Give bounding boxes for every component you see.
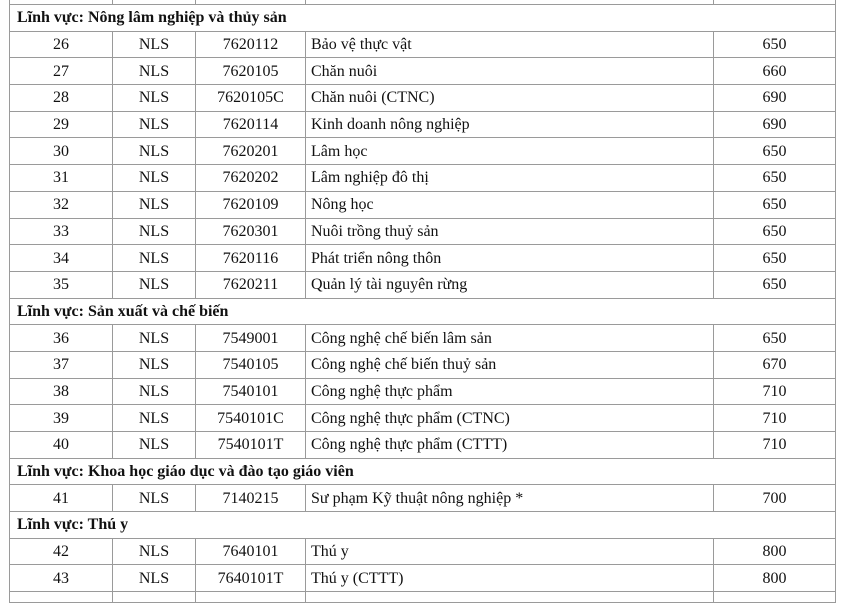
- table-row: [10, 31, 836, 58]
- table-row: [10, 191, 836, 218]
- cell-major-code: 7620105: [196, 58, 306, 85]
- cell-school-code: NLS: [113, 325, 196, 352]
- cell-major-name: Bảo vệ thực vật: [306, 31, 714, 58]
- cell-school-code: NLS: [113, 138, 196, 165]
- cell-major-name: Thú y (CTTT): [306, 565, 714, 592]
- cell-school-code: NLS: [113, 351, 196, 378]
- section-title: Lĩnh vực: Thú y: [10, 512, 836, 539]
- table-row: [10, 165, 836, 192]
- cell-score: 690: [714, 85, 836, 112]
- cell-score: 650: [714, 191, 836, 218]
- cell-school-code: NLS: [113, 405, 196, 432]
- cell-major-code: 7620112: [196, 31, 306, 58]
- cell-major-name: Công nghệ thực phẩm: [306, 378, 714, 405]
- cell-major-name: Nông học: [306, 191, 714, 218]
- cell-stt: 26: [10, 31, 113, 58]
- section-title: Lĩnh vực: Sản xuất và chế biến: [10, 298, 836, 325]
- cell-score: 660: [714, 58, 836, 85]
- section-header-row: [10, 5, 836, 32]
- cell-major-code: 7540101C: [196, 405, 306, 432]
- cell-stt: 33: [10, 218, 113, 245]
- cell-major-name: Lâm học: [306, 138, 714, 165]
- cell-score: 650: [714, 31, 836, 58]
- cell-major-name: Phát triển nông thôn: [306, 245, 714, 272]
- cell-major-code: 7620114: [196, 111, 306, 138]
- cell-major-name: Công nghệ thực phẩm (CTNC): [306, 405, 714, 432]
- cell-major-code: 7620105C: [196, 85, 306, 112]
- cell-major-code: 7640101: [196, 538, 306, 565]
- cell-major-code: 7620211: [196, 271, 306, 298]
- cell-score: 670: [714, 351, 836, 378]
- cell-stt: 37: [10, 351, 113, 378]
- cell-stt: 42: [10, 538, 113, 565]
- cell-school-code: NLS: [113, 565, 196, 592]
- cell-score: 650: [714, 218, 836, 245]
- table-row: [10, 378, 836, 405]
- table-row: [10, 138, 836, 165]
- cell-school-code: NLS: [113, 58, 196, 85]
- cell-score: 650: [714, 165, 836, 192]
- table-row: [10, 405, 836, 432]
- cell-major-code: 7540101T: [196, 432, 306, 459]
- table-body: [10, 0, 836, 603]
- cell-score: 690: [714, 111, 836, 138]
- table-row: [10, 271, 836, 298]
- cell-stt: 29: [10, 111, 113, 138]
- cell-stt: 27: [10, 58, 113, 85]
- cell-school-code: NLS: [113, 538, 196, 565]
- cell-major-name: Kinh doanh nông nghiệp: [306, 111, 714, 138]
- cell-major-code: 7620202: [196, 165, 306, 192]
- cell-major-name: Quản lý tài nguyên rừng: [306, 271, 714, 298]
- cell-score: 650: [714, 245, 836, 272]
- cell-stt: 28: [10, 85, 113, 112]
- cell-major-code: 7140215: [196, 485, 306, 512]
- cell-score: 710: [714, 405, 836, 432]
- cell-stt: 39: [10, 405, 113, 432]
- cell-major-code: 7620201: [196, 138, 306, 165]
- table-row: [10, 325, 836, 352]
- cell-major-code: 7620116: [196, 245, 306, 272]
- cell-major-code: 7540105: [196, 351, 306, 378]
- cell-stt: 31: [10, 165, 113, 192]
- cell-major-code: 7620301: [196, 218, 306, 245]
- table-row: [10, 58, 836, 85]
- cell-major-name: Công nghệ thực phẩm (CTTT): [306, 432, 714, 459]
- cell-stt: 34: [10, 245, 113, 272]
- cell-school-code: NLS: [113, 432, 196, 459]
- cell-major-code: 7620109: [196, 191, 306, 218]
- cell-school-code: NLS: [113, 485, 196, 512]
- cell-stt: 36: [10, 325, 113, 352]
- cell-major-code: 7540101: [196, 378, 306, 405]
- table-row: [10, 218, 836, 245]
- cell-major-name: Nuôi trồng thuỷ sản: [306, 218, 714, 245]
- cell-major-code: 7549001: [196, 325, 306, 352]
- cell-major-name: Lâm nghiệp đô thị: [306, 165, 714, 192]
- section-header-row: [10, 298, 836, 325]
- cell-score: 710: [714, 432, 836, 459]
- table-row: [10, 538, 836, 565]
- major-score-table: [9, 0, 836, 603]
- cell-score: 650: [714, 138, 836, 165]
- cell-stt: 38: [10, 378, 113, 405]
- cell-stt: 35: [10, 271, 113, 298]
- cell-major-name: Công nghệ chế biến lâm sản: [306, 325, 714, 352]
- cell-stt: 32: [10, 191, 113, 218]
- cell-score: 800: [714, 538, 836, 565]
- cell-stt: 41: [10, 485, 113, 512]
- table-row: [10, 565, 836, 592]
- table-row: [10, 432, 836, 459]
- section-title: Lĩnh vực: Nông lâm nghiệp và thủy sản: [10, 5, 836, 32]
- cell-score: 650: [714, 325, 836, 352]
- cell-school-code: NLS: [113, 271, 196, 298]
- cell-major-name: Công nghệ chế biến thuỷ sản: [306, 351, 714, 378]
- cell-stt: 30: [10, 138, 113, 165]
- cell-school-code: NLS: [113, 378, 196, 405]
- cell-school-code: NLS: [113, 191, 196, 218]
- page-content: [9, 0, 835, 603]
- cell-school-code: NLS: [113, 85, 196, 112]
- cell-major-name: Sư phạm Kỹ thuật nông nghiệp *: [306, 485, 714, 512]
- cell-stt: 40: [10, 432, 113, 459]
- cell-school-code: NLS: [113, 245, 196, 272]
- cell-major-name: Thú y: [306, 538, 714, 565]
- cell-major-code: 7640101T: [196, 565, 306, 592]
- table-row: [10, 85, 836, 112]
- cell-score: 700: [714, 485, 836, 512]
- cell-school-code: NLS: [113, 31, 196, 58]
- table-row: [10, 245, 836, 272]
- section-header-row: [10, 458, 836, 485]
- cell-stt: 43: [10, 565, 113, 592]
- table-row: [10, 485, 836, 512]
- section-header-row: [10, 512, 836, 539]
- cell-major-name: Chăn nuôi: [306, 58, 714, 85]
- table-row: [10, 351, 836, 378]
- section-title: Lĩnh vực: Khoa học giáo dục và đào tạo giáo viên: [10, 458, 836, 485]
- cell-school-code: NLS: [113, 111, 196, 138]
- cell-school-code: NLS: [113, 165, 196, 192]
- cell-score: 800: [714, 565, 836, 592]
- cell-school-code: NLS: [113, 218, 196, 245]
- cell-score: 710: [714, 378, 836, 405]
- table-row: [10, 111, 836, 138]
- cell-score: 650: [714, 271, 836, 298]
- cell-major-name: Chăn nuôi (CTNC): [306, 85, 714, 112]
- table-row-partial: [10, 592, 836, 603]
